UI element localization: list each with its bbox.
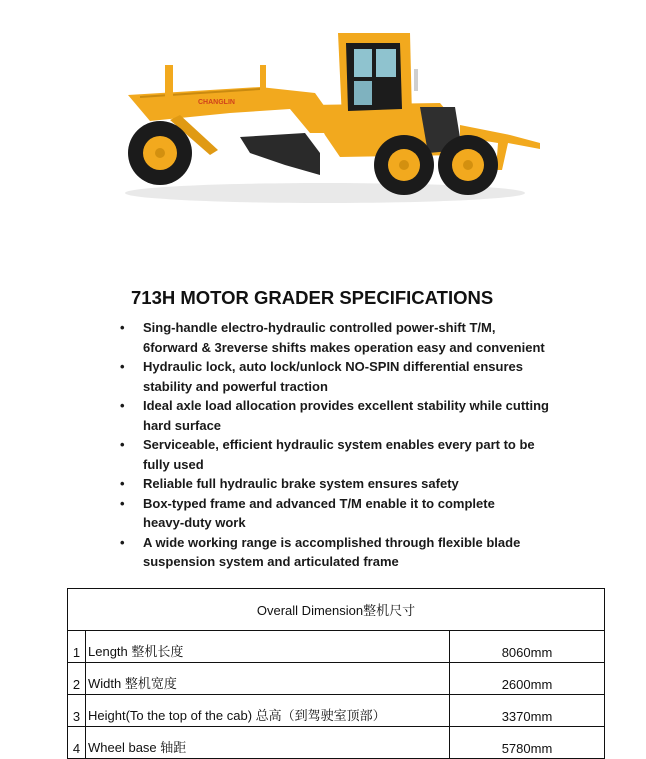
- table-header: Overall Dimension整机尺寸: [68, 589, 605, 631]
- bullet-icon: •: [120, 495, 125, 511]
- bullet-icon: •: [120, 476, 125, 491]
- motor-grader-image: [110, 25, 550, 215]
- feature-item: • Reliable full hydraulic brake system ensures safety: [112, 474, 572, 494]
- feature-item: • Hydraulic lock, auto lock/unlock NO-SPIN differential ensures stability and powerful traction: [120, 359, 523, 394]
- row-number: 3: [68, 695, 86, 727]
- feature-item: • Sing-handle electro-hydraulic controlled power-shift T/M, 6forward & 3reverse shifts makes operation easy and convenient: [120, 320, 545, 355]
- table-row: [68, 727, 605, 759]
- feature-item: • Ideal axle load allocation provides excellent stability while cutting hard surface: [120, 398, 550, 433]
- table-row: [68, 663, 605, 695]
- row-value: 2600mm: [450, 663, 605, 695]
- bullet-icon: •: [120, 534, 125, 550]
- table-row: [68, 631, 605, 663]
- feature-item: • A wide working range is accomplished through flexible blade suspension system and articulated frame: [120, 534, 521, 569]
- row-label: Height(To the top of the cab) 总高（到驾驶室顶部）: [86, 695, 450, 727]
- bullet-icon: •: [120, 437, 125, 452]
- bullet-icon: •: [120, 359, 125, 374]
- row-label: Width 整机宽度: [86, 663, 450, 695]
- feature-item: • Serviceable, efficient hydraulic system enables every part to be fully used: [120, 437, 535, 472]
- row-value: 3370mm: [450, 695, 605, 727]
- row-number: 2: [68, 663, 86, 695]
- row-number: 4: [68, 727, 86, 759]
- row-label: Wheel base 轴距: [86, 727, 450, 759]
- feature-item: • Box-typed frame and advanced T/M enable it to complete heavy-duty work: [120, 495, 495, 530]
- row-label: Length 整机长度: [86, 631, 450, 663]
- bullet-icon: •: [120, 320, 125, 335]
- dimension-table: [67, 588, 605, 759]
- svg-text:CHANGLIN: CHANGLIN: [198, 99, 235, 106]
- bullet-icon: •: [120, 398, 125, 413]
- row-value: 5780mm: [450, 727, 605, 759]
- feature-list: [112, 318, 572, 572]
- table-row: [68, 695, 605, 727]
- row-number: 1: [68, 631, 86, 663]
- page-title: 713H MOTOR GRADER SPECIFICATIONS: [131, 287, 494, 308]
- row-value: 8060mm: [450, 631, 605, 663]
